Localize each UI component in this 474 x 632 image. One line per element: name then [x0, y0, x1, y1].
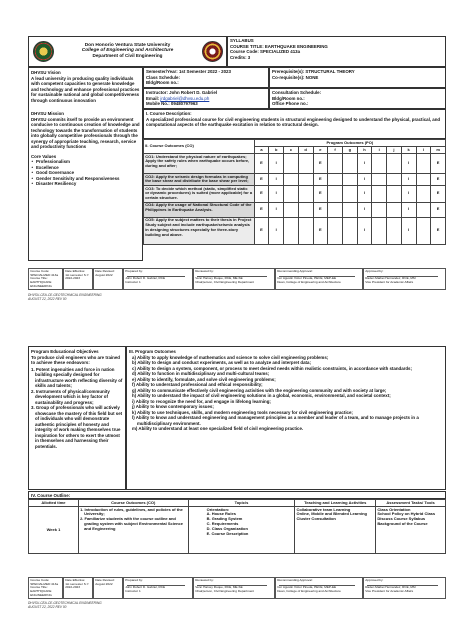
po-mark: I: [357, 173, 372, 185]
program-outcome-item: c) Ability to design a system, component, or process to meet desired needs within realistic constraints, in accordance with standards;: [132, 365, 412, 371]
po-mark: [387, 173, 402, 185]
prepared-signature: [125, 583, 191, 587]
course-description-text: A specialized professional course for civil engineering students in structural engineering designed to understand the physical, practical, and computational aspects of the earthquake excitation in relation to structural design.: [146, 116, 441, 127]
po-mark: [387, 185, 402, 202]
course-outline-table-wrap: [28, 499, 446, 556]
po-mark: [372, 217, 387, 244]
po-mark: E: [431, 153, 446, 173]
footer-approved-name: Raden Maibet Hernandez, RCE, MM: [365, 276, 416, 280]
po-mark: I: [269, 202, 284, 217]
po-mark: E: [254, 185, 269, 202]
po-letter: g: [342, 146, 357, 153]
corequisite: Co-requisite(s): NONE: [272, 74, 319, 80]
recommend-signature: [277, 583, 361, 587]
po-mark: I: [357, 153, 372, 173]
co-row: [144, 185, 446, 202]
instructor-mobile: Mobile No.: 09480797963: [146, 101, 198, 106]
class-schedule: Class Schedule:: [146, 74, 180, 80]
department-name: Department of Civil Engineering: [92, 53, 163, 58]
footer-prepared-role: Instructor 1: [125, 588, 141, 593]
co-text: CO1: Understand the physical nature of earthquakes; Apply the safety rules when earthquake occurs before, during and after;: [144, 153, 255, 173]
footer-approved-name: Raden Maibet Hernandez, RCE, MM: [365, 585, 416, 589]
po-mark: [372, 185, 387, 202]
po-mark: [284, 185, 299, 202]
approved-signature: [365, 583, 444, 587]
course-description-title: I. Course Description:: [146, 111, 192, 116]
po-mark: [284, 202, 299, 217]
footer-revised-value: August 2022: [95, 581, 113, 586]
po-mark: I: [357, 217, 372, 244]
po-mark: I: [269, 173, 284, 185]
footer-approved-role: Vice President for Academic Affairs: [365, 279, 414, 284]
footer-reviewed-name: Venn Harvey Roque, RCE, ME-SE: [195, 585, 243, 589]
po-mark: [416, 202, 431, 217]
core-values-list: [31, 159, 140, 187]
vision-title: DHVSU Vision: [31, 70, 61, 75]
semester-year: Semester/Year: 1st Semester 2022 - 2023: [146, 69, 231, 74]
po-mark: E: [431, 217, 446, 244]
po-mark: I: [269, 217, 284, 244]
po-mark: [298, 202, 313, 217]
po-mark: [284, 217, 299, 244]
consultation-schedule: Consultation Schedule:: [272, 90, 322, 95]
po-mark: [328, 202, 343, 217]
po-mark: E: [313, 185, 328, 202]
office-phone: Office Phone no.:: [272, 101, 309, 106]
email-label: Email:: [146, 95, 160, 101]
objective-item: 1. Potent ingenuities and force in nation building specially designed for infrastructure worth reflecting diversity of skills and talents;: [31, 366, 123, 388]
po-mark: I: [357, 185, 372, 202]
college-seal-icon: [202, 41, 223, 62]
program-outcomes-list: [129, 355, 443, 432]
course-title: COURSE TITLE: EARTHQUAKE ENGINEERING: [230, 43, 328, 49]
co-text: CO4: Apply the usage of National Structural Code of the Philippines in Earthquake Analysis.: [144, 202, 255, 217]
po-mark: [342, 185, 357, 202]
po-letter: j: [387, 146, 402, 153]
po-mark: [298, 185, 313, 202]
po-mark: I: [269, 153, 284, 173]
po-letter: l: [416, 146, 431, 153]
core-value-item: • Gender Sensitivity and Responsiveness: [31, 176, 140, 182]
outline-topic-item: A. House Rules: [206, 511, 236, 517]
outline-header-assessment: Assessment Tasks/ Tools: [376, 500, 446, 507]
footer-reviewed-role: Chairperson, Civil Engineering Department: [195, 588, 254, 593]
po-mark: I: [269, 185, 284, 202]
outline-topic-item: B. Grading System: [206, 516, 243, 522]
po-mark: [342, 202, 357, 217]
po-letter: f: [328, 146, 343, 153]
po-mark: E: [254, 202, 269, 217]
objectives-intro: To produce civil engineers who are trained to achieve these endeavors:: [31, 354, 120, 365]
page-date-text: AUGUST 22, 2022 REV 00: [28, 604, 67, 609]
objective-item: 2. Instruments of physical/community development which is key factor of sustainability and progress;: [31, 388, 110, 405]
co-text: CO2: Apply the seismic design formulas in computing the base shear and distribute the base shear per level;: [144, 173, 255, 185]
footer-recommend-role: Dean, College of Engineering and Architecture: [277, 588, 341, 593]
po-mark: [387, 153, 402, 173]
program-outcome-item: m) Ability to understand at least one specialized field of civil engineering practice.: [132, 426, 304, 431]
footer-effective-label: Date Effective:: [65, 268, 86, 273]
mission-title: DHVSU Mission: [31, 111, 64, 116]
program-outcome-item: a) Ability to apply knowledge of mathematics and science to solve civil engineering problems;: [132, 354, 329, 360]
po-mark: E: [313, 202, 328, 217]
outline-header-topics: Topic/s: [188, 500, 295, 507]
po-mark: [342, 173, 357, 185]
footer-recommend-label: Recommending Approval:: [277, 577, 313, 582]
footer-reviewed-name: Venn Harvey Roque, RCE, ME-SE: [195, 276, 243, 280]
outline-assessment-item: Background of the Course: [377, 520, 428, 526]
university-seal-icon: [33, 41, 54, 62]
footer-prepared-label: Prepared by:: [125, 268, 143, 273]
reviewed-signature: [195, 583, 273, 587]
university-header: [28, 36, 227, 67]
po-letter: c: [284, 146, 299, 153]
footer-reviewed-role: Chairperson, Civil Engineering Department: [195, 279, 254, 284]
outline-header-activities: Teaching and Learning Activities: [295, 500, 376, 507]
outline-week: Week 1: [29, 506, 79, 553]
instructor-email-link[interactable]: jrdgabriel@dhvsu.edu.ph: [160, 95, 210, 101]
po-mark: [416, 185, 431, 202]
consultation-block: [269, 88, 446, 109]
course-outcomes-matrix: [143, 139, 446, 261]
footer-recommend-role: Dean, College of Engineering and Architecture: [277, 279, 341, 284]
po-mark: E: [313, 217, 328, 244]
class-room: Bldg/Room no.:: [146, 80, 179, 85]
core-value-item: • Excellence: [31, 165, 140, 171]
footer-effective-label: Date Effective:: [65, 577, 86, 582]
po-mark: [416, 217, 431, 244]
po-mark: E: [313, 153, 328, 173]
page-code-text: DHVSU-CEA-CE-GEOTECHNICAL ENGINEERING: [28, 601, 102, 605]
college-name: College of Engineering and Architecture: [81, 48, 174, 53]
core-value-item: • Professionalism: [31, 159, 140, 165]
po-mark: E: [254, 173, 269, 185]
po-mark: [328, 153, 343, 173]
outline-activity-item: Online, Mobile and Blended Learning: [296, 511, 367, 517]
po-letter: m: [431, 146, 446, 153]
po-mark: [387, 202, 402, 217]
program-outcome-item: j) Ability to know contemporary issues;: [132, 404, 214, 409]
prerequisite-block: [269, 67, 446, 88]
program-outcome-item: l) Ability to know and understand engineering and management principles as a member and leader of a team, and to manage projects in a multidisciplinary environment.: [132, 415, 419, 426]
program-outcome-item: g) Ability to communicate effectively civil engineering activities with the engineering community and with society at large;: [132, 387, 387, 393]
po-letter: d: [298, 146, 313, 153]
po-mark: E: [431, 202, 446, 217]
footer-approved-label: Approved by:: [365, 577, 384, 582]
co-row: [144, 173, 446, 185]
footer-approved-role: Vice President for Academic Affairs: [365, 588, 414, 593]
prerequisite: Prerequisite(s): STRUCTURAL THEORY: [272, 69, 355, 74]
po-mark: [328, 217, 343, 244]
footer-effective-value: 1st semester S.Y. 2022-2023: [65, 581, 90, 590]
outline-topic-item: E. Course Description: [206, 530, 249, 536]
reviewed-signature: [195, 274, 273, 278]
po-mark: [298, 217, 313, 244]
po-mark: [387, 217, 402, 244]
objectives-title: Program Educational Objectives: [31, 349, 99, 354]
outline-activity-item: Collaborative team Learning: [296, 506, 351, 512]
po-mark: [284, 173, 299, 185]
document-type: SYLLABUS: [230, 38, 254, 43]
footer-course-title: Course Title: EARTHQUAKE ENGINEERING: [30, 276, 52, 288]
footer-course-code: Course Code: SPECIALIZED 413a: [30, 268, 59, 277]
syllabus-page-2: [0, 335, 474, 632]
footer-revised-value: August 2022: [95, 272, 113, 277]
course-outline-title: IV. Course Outline:: [31, 492, 71, 498]
footer-approved-label: Approved by:: [365, 268, 384, 273]
po-mark: [342, 217, 357, 244]
co-section-title: II. Course Outcomes (CO): [144, 140, 255, 154]
footer-reviewed-label: Reviewed by:: [195, 268, 214, 273]
po-mark: I: [401, 153, 416, 173]
outline-outcome-item: 2. Familiarize students with the course outline and grading system with subject Environmental Science and Engineering: [80, 516, 183, 531]
po-mark: [284, 153, 299, 173]
program-outcome-item: d) Ability to function in multidisciplinary and multi-cultural teams;: [132, 371, 270, 376]
outline-assessment-item: Class Orientation: [377, 506, 411, 512]
instructor-name: Instructor: John Robert D. Gabriel: [146, 90, 217, 95]
core-value-item: • Good Governance: [31, 170, 140, 176]
po-header: Program Outcomes (PO): [254, 140, 445, 147]
po-mark: I: [401, 185, 416, 202]
program-outcome-item: h) Ability to understand the impact of civil engineering solutions in a global, economic, environmental, and societal context;: [132, 393, 391, 398]
outline-header-time: Allotted time: [29, 500, 79, 507]
outline-outcome-item: 1. Introduction of rules, guidelines, and policies of the University;: [80, 506, 183, 517]
prepared-signature: [125, 274, 191, 278]
po-mark: [328, 185, 343, 202]
po-mark: [372, 153, 387, 173]
po-mark: [372, 202, 387, 217]
footer-prepared-name: John Robert D. Gabriel, RCE: [125, 585, 166, 589]
po-mark: I: [401, 217, 416, 244]
footer-prepared-role: Instructor 1: [125, 279, 141, 284]
po-mark: [328, 173, 343, 185]
footer-reviewed-label: Reviewed by:: [195, 577, 214, 582]
footer-course-title: Course Title: EARTHQUAKE ENGINEERING: [30, 585, 52, 597]
po-mark: [372, 173, 387, 185]
program-outcome-item: e) Ability to identify, formulate, and solve civil engineering problems;: [132, 376, 276, 382]
footer-recommend-name: Cor Agustin Victor Pineda, PECE, MEP-EE: [277, 276, 337, 280]
co-po-table: [143, 139, 446, 245]
co-row: [144, 153, 446, 173]
po-letter: i: [372, 146, 387, 153]
program-outcome-item: k) Ability to use techniques, skills, and modern engineering tools necessary for civil engineering practice;: [132, 409, 353, 415]
consultation-room: Bldg/Room no.:: [272, 95, 305, 101]
instructor-block: [143, 88, 269, 109]
footer-prepared-name: John Robert D. Gabriel, RCE: [125, 276, 166, 280]
page-date-text: AUGUST 22, 2022 REV 00: [28, 296, 67, 301]
course-description-block: [143, 109, 446, 139]
co-text: CO3: To decide which method (static, simplified static or dynamic procedures) is suited (more applicable) for a certain structure.: [144, 185, 255, 202]
core-value-item: • Disaster Resiliency: [31, 181, 140, 187]
outline-topics-title: Orientation:: [206, 506, 230, 512]
po-letter: h: [357, 146, 372, 153]
footer-revised-label: Date Revised:: [95, 577, 115, 582]
po-mark: E: [431, 185, 446, 202]
po-mark: I: [401, 202, 416, 217]
approved-signature: [365, 274, 444, 278]
vision-text: A lead university in producing quality individuals with competent capacities to generate knowledge and technology and enhance professional practices for sustainable national and global competitiveness through continuous innovation: [31, 75, 140, 103]
po-letter: k: [401, 146, 416, 153]
po-mark: I: [401, 173, 416, 185]
po-mark: E: [254, 217, 269, 244]
page-code: [28, 294, 102, 302]
po-mark: E: [313, 173, 328, 185]
recommend-signature: [277, 274, 361, 278]
syllabus-page-1: [0, 0, 474, 302]
co-row: [144, 217, 446, 244]
outline-assessment-item: Discuss Course Syllabus: [377, 516, 426, 522]
program-outcome-item: i) Ability to recognize the need for, and engage in lifelong learning;: [132, 398, 271, 404]
semester-block: [143, 67, 269, 88]
vision-mission-column: [28, 67, 143, 261]
course-outline-table: [28, 499, 446, 554]
objective-item: 3. Group of professionals who will actively showcase the mastery of this field but set of individuals who will demonstrate authentic principles of honesty and integrity of work making themselves true inspiration for others to exert the utmost in themselves and harnessing their potentials.: [31, 405, 123, 449]
program-outcome-item: b) Ability to design and conduct experiments, as well as to analyze and interpret data;: [132, 360, 311, 365]
course-code: Course Code: SPECIALIZED 413a: [230, 49, 301, 54]
footer-prepared-label: Prepared by:: [125, 577, 143, 582]
outline-assessment-item: School Policy on Hybrid Class: [377, 511, 436, 517]
footer-effective-value: 1st semester S.Y. 2022-2023: [65, 272, 90, 281]
course-credits: Credits: 3: [230, 54, 251, 60]
course-title-block: [227, 36, 446, 67]
core-values-title: Core Values: [31, 153, 57, 159]
page-footer-2: [28, 577, 446, 599]
page-footer: [28, 268, 446, 290]
footer-recommend-name: Cor Agustin Victor Pineda, PECE, MEP-EE: [277, 585, 337, 589]
po-mark: I: [357, 202, 372, 217]
po-letter: e: [313, 146, 328, 153]
outline-topic-item: D. Class Organization: [206, 525, 248, 531]
course-outline-title-bar: [28, 491, 446, 499]
mission-text: DHVSU commits itself to provide an environment conducive to continuous creation of knowledge and technology towards the transformation of students into globally competitive professionals through the synergy of appropriate teaching, research, service and productivity functions: [31, 116, 140, 149]
po-mark: [342, 153, 357, 173]
co-row: [144, 202, 446, 217]
page-code-2: [28, 602, 102, 610]
program-outcomes-block: [126, 346, 446, 490]
page-code-text: DHVSU-CEA-CE-GEOTECHNICAL ENGINEERING: [28, 293, 102, 297]
footer-recommend-label: Recommending Approval:: [277, 268, 313, 273]
po-mark: [416, 173, 431, 185]
program-outcome-item: f) Ability to understand professional and ethical responsibility;: [132, 382, 263, 387]
footer-course-code: Course Code: SPECIALIZED 413a: [30, 577, 59, 586]
program-objectives-block: [28, 346, 126, 490]
po-mark: [298, 153, 313, 173]
outline-activity-item: Cluster Consultation: [296, 516, 336, 522]
po-mark: [298, 173, 313, 185]
po-letter: b: [269, 146, 284, 153]
co-text: CO5: Apply the subject matters to their thesis in Project Study subject and include earthquake/seismic analysis in designing structures especially for three-story building and above.: [144, 217, 255, 244]
program-outcomes-title: III. Program Outcomes: [129, 349, 176, 354]
po-mark: E: [254, 153, 269, 173]
university-name: Don Honorio Ventura State University: [84, 43, 171, 48]
outline-topic-item: C. Requirements: [206, 520, 239, 526]
po-letter: a: [254, 146, 269, 153]
footer-revised-label: Date Revised:: [95, 268, 115, 273]
po-mark: E: [431, 173, 446, 185]
outline-header-outcomes: Course Outcomes (CO): [78, 500, 188, 507]
po-mark: [416, 153, 431, 173]
